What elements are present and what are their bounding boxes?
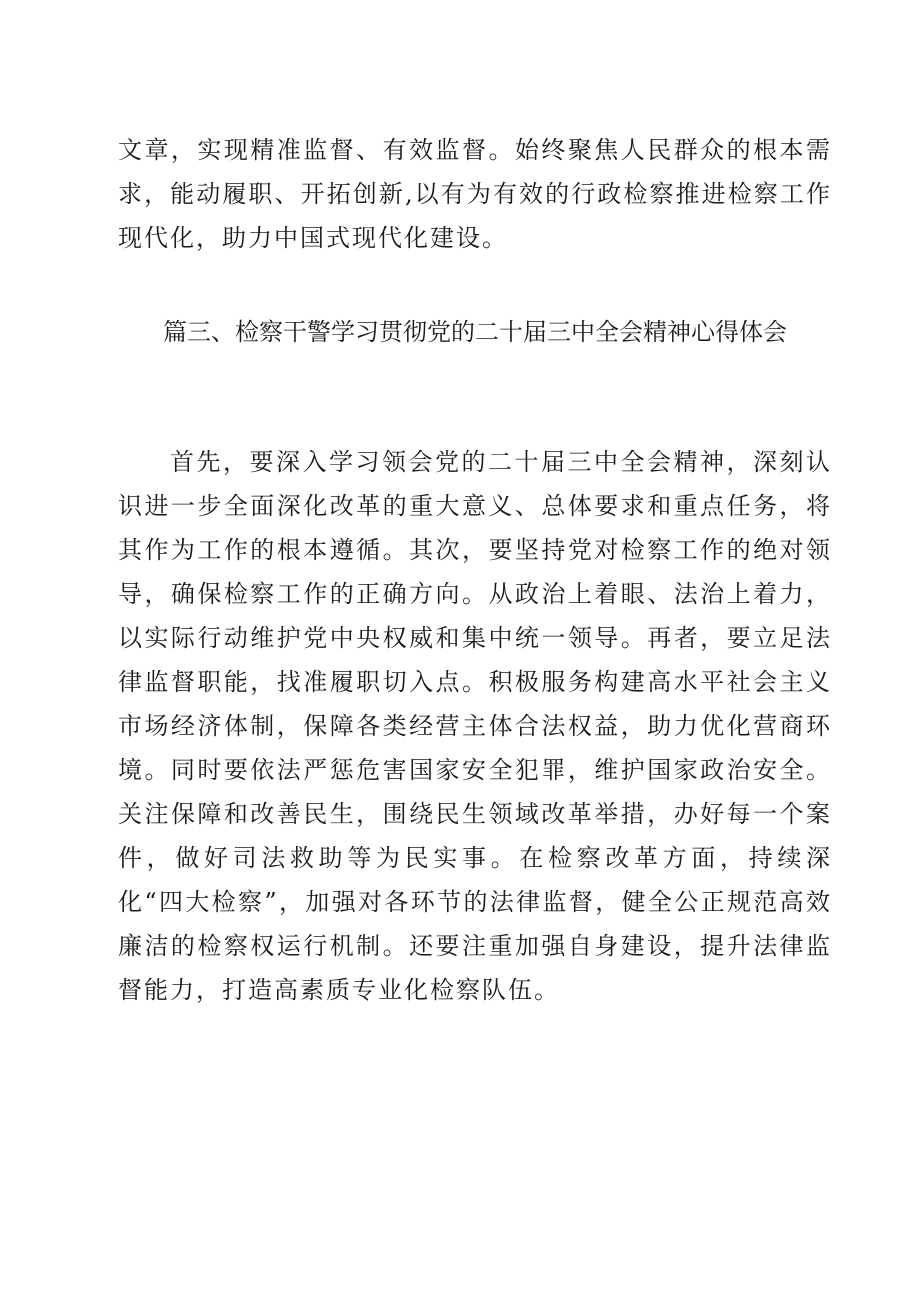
continued-paragraph: 文章，实现精准监督、有效监督。始终聚焦人民群众的根本需求，能动履职、开拓创新,以有为有效的行政检察推进检察工作现代化，助力中国式现代化建设。 (118, 136, 832, 252)
body-paragraph: 首先，要深入学习领会党的二十届三中全会精神，深刻认识进一步全面深化改革的重大意义、总体要求和重点任务，将其作为工作的根本遵循。其次，要坚持党对检察工作的绝对领导，确保检察工作的正确方向。从政治上着眼、法治上着力，以实际行动维护党中央权威和集中统一领导。再者，要立足法律监督职能，找准履职切入点。积极服务构建高水平社会主义市场经济体制，保障各类经营主体合法权益，助力优化营商环境。同时要依法严惩危害国家安全犯罪，维护国家政治安全。关注保障和改善民生，围绕民生领域改革举措，办好每一个案件，做好司法救助等为民实事。在检察改革方面，持续深化“四大检察”，加强对各环节的法律监督，健全公正规范高效廉洁的检察权运行机制。还要注重加强自身建设，提升法律监督能力，打造高素质专业化检察队伍。 (118, 448, 832, 1004)
section-heading: 篇三、检察干警学习贯彻党的二十届三中全会精神心得体会 (163, 318, 787, 346)
